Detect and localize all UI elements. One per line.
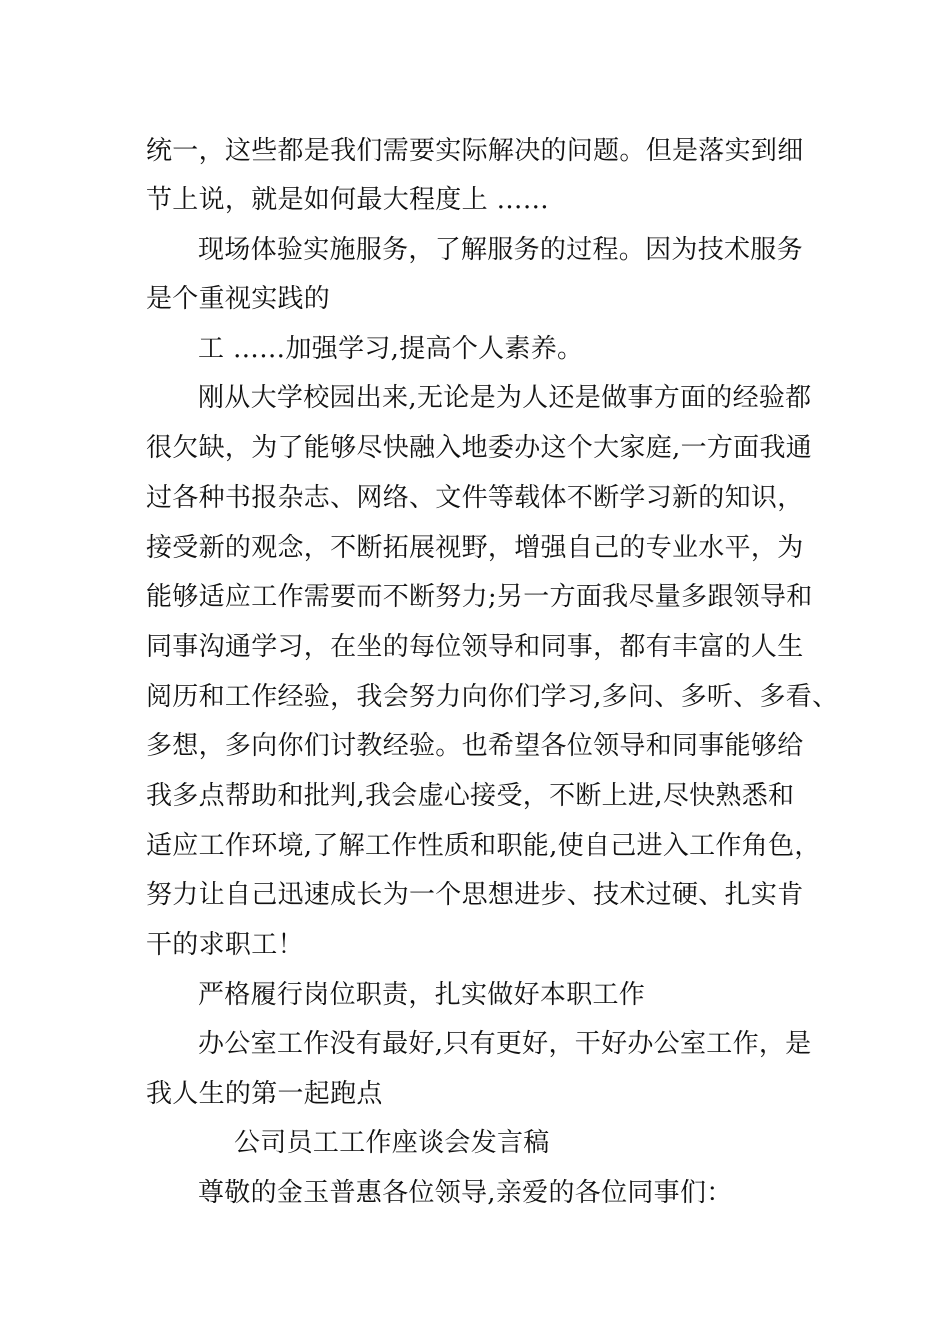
- text-line: 统一，这些都是我们需要实际解决的问题。但是落实到细: [146, 136, 804, 166]
- text-line: 干的求职工！: [146, 930, 304, 960]
- text-line: 适应工作环境,了解工作性质和职能,使自己进入工作角色，: [146, 831, 821, 861]
- text-line: 节上说，就是如何最大程度上 ……: [146, 185, 550, 215]
- text-line: 我人生的第一起跑点: [146, 1079, 383, 1109]
- text-line: 我多点帮助和批判,我会虚心接受，不断上进,尽快熟悉和: [146, 781, 795, 811]
- section-heading: 严格履行岗位职责，扎实做好本职工作: [198, 980, 646, 1010]
- document-title: 公司员工工作座谈会发言稿: [234, 1128, 550, 1158]
- paragraph-start-line: 现场体验实施服务，了解服务的过程。因为技术服务: [198, 235, 803, 265]
- text-line: 多想，多向你们讨教经验。也希望各位领导和同事能够给: [146, 731, 804, 761]
- paragraph-start-line: 工 ……加强学习,提高个人素养。: [198, 334, 584, 364]
- salutation-line: 尊敬的金玉普惠各位领导,亲爱的各位同事们：: [198, 1178, 733, 1208]
- text-line: 能够适应工作需要而不断努力;另一方面我尽量多跟领导和: [146, 582, 813, 612]
- paragraph-start-line: 刚从大学校园出来,无论是为人还是做事方面的经验都: [198, 383, 812, 413]
- paragraph-start-line: 办公室工作没有最好,只有更好，干好办公室工作，是: [198, 1029, 812, 1059]
- text-line: 过各种书报杂志、网络、文件等载体不断学习新的知识，: [146, 483, 804, 513]
- text-line: 接受新的观念，不断拓展视野，增强自己的专业水平，为: [146, 533, 804, 563]
- text-line: 很欠缺，为了能够尽快融入地委办这个大家庭,一方面我通: [146, 433, 813, 463]
- text-line: 同事沟通学习，在坐的每位领导和同事，都有丰富的人生: [146, 632, 804, 662]
- text-line: 是个重视实践的: [146, 284, 331, 314]
- text-line: 阅历和工作经验，我会努力向你们学习,多问、多听、多看、: [146, 682, 839, 712]
- text-line: 努力让自己迅速成长为一个思想进步、技术过硬、扎实肯: [146, 880, 804, 910]
